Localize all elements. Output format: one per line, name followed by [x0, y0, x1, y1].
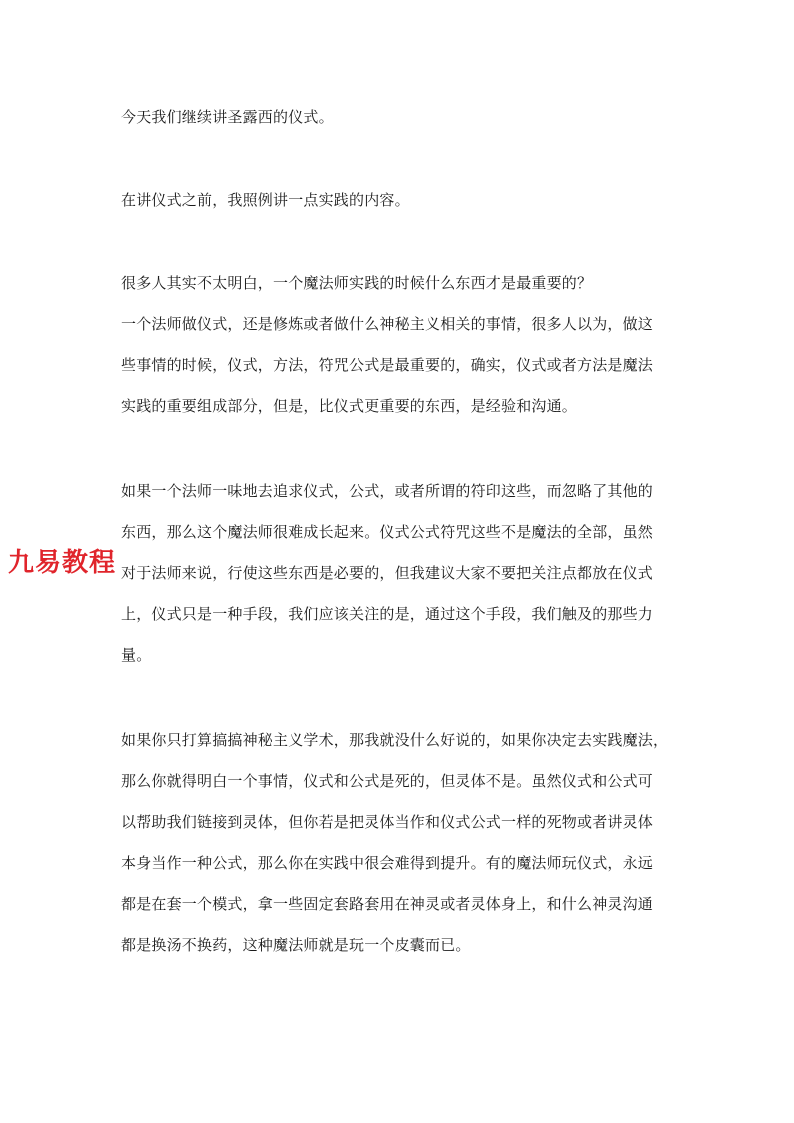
paragraph-5	[121, 720, 677, 966]
paragraph-3	[121, 263, 677, 427]
text-line: 上，仪式只是一种手段，我们应该关注的是，通过这个手段，我们触及的那些力	[121, 605, 654, 623]
text-line: 如果你只打算搞搞神秘主义学术，那我就没什么好说的，如果你决定去实践魔法，	[121, 731, 669, 749]
text-line: 些事情的时候，仪式，方法，符咒公式是最重要的，确实，仪式或者方法是魔法	[121, 356, 654, 374]
text-line: 本身当作一种公式，那么你在实践中很会难得到提升。有的魔法师玩仪式，永远	[121, 854, 654, 872]
text-line: 以帮助我们链接到灵体，但你若是把灵体当作和仪式公式一样的死物或者讲灵体	[121, 813, 654, 831]
text-line: 如果一个法师一味地去追求仪式，公式，或者所谓的符印这些，而忽略了其他的	[121, 482, 654, 500]
text-line: 在讲仪式之前，我照例讲一点实践的内容。	[121, 191, 410, 209]
text-line: 今天我们继续讲圣露西的仪式。	[121, 108, 334, 126]
text-line: 东西，那么这个魔法师很难成长起来。仪式公式符咒这些不是魔法的全部，虽然	[121, 523, 654, 541]
text-line: 那么你就得明白一个事情，仪式和公式是死的，但灵体不是。虽然仪式和公式可	[121, 772, 654, 790]
paragraph-4	[121, 471, 677, 676]
text-line: 都是在套一个模式，拿一些固定套路套用在神灵或者灵体身上，和什么神灵沟通	[121, 895, 654, 913]
text-line: 都是换汤不换药，这种魔法师就是玩一个皮囊而已。	[121, 936, 471, 954]
text-line: 实践的重要组成部分，但是，比仪式更重要的东西，是经验和沟通。	[121, 397, 578, 415]
paragraph-1	[121, 97, 677, 138]
paragraph-2	[121, 180, 677, 221]
watermark-logo: 九易教程	[8, 548, 117, 578]
text-line: 很多人其实不太明白，一个魔法师实践的时候什么东西才是最重要的？	[121, 274, 593, 292]
text-line: 量。	[121, 646, 152, 664]
text-line: 一个法师做仪式，还是修炼或者做什么神秘主义相关的事情，很多人以为，做这	[121, 315, 654, 333]
text-line: 对于法师来说，行使这些东西是必要的，但我建议大家不要把关注点都放在仪式	[121, 564, 654, 582]
